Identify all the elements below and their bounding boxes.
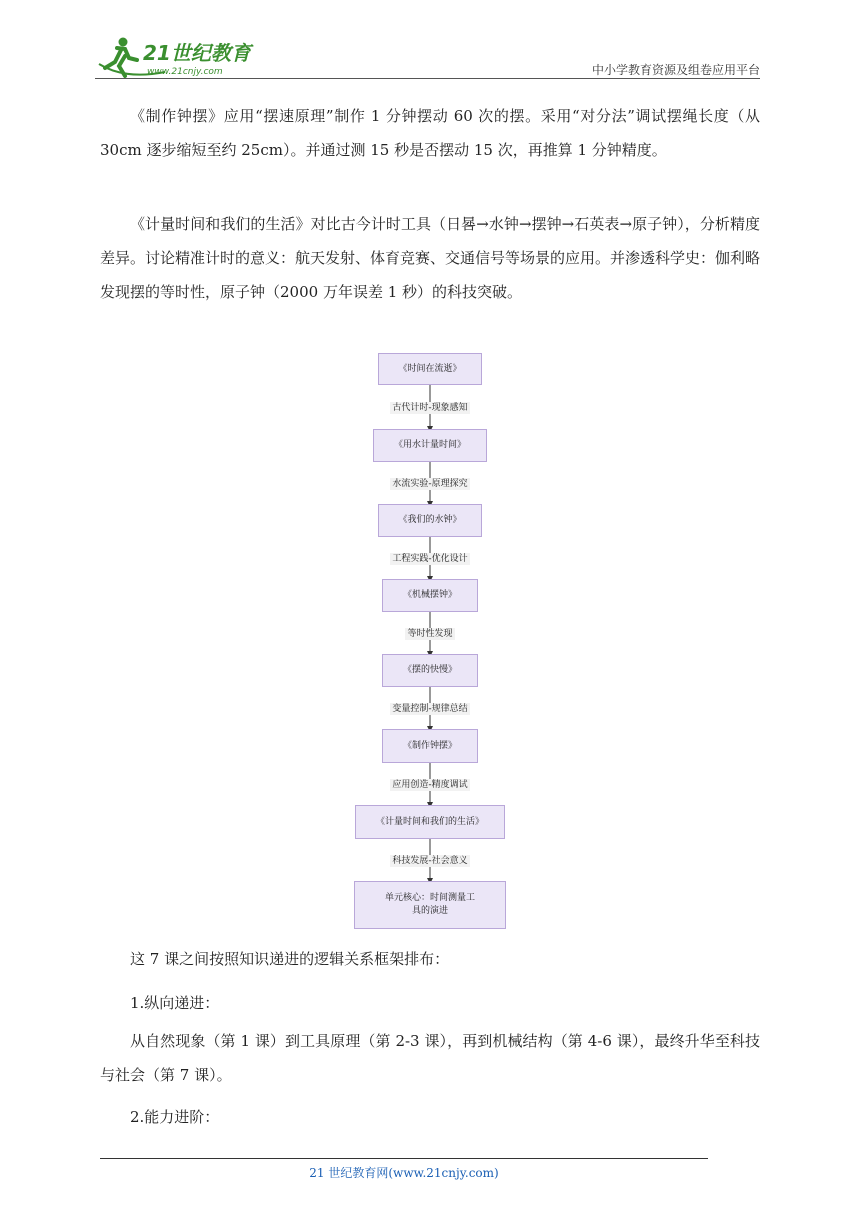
- logo-url: www.21cnjy.com: [147, 67, 223, 77]
- footer-divider: [100, 1158, 708, 1159]
- flow-node-3: 《我们的水钟》: [378, 504, 482, 537]
- flow-edge-4: [340, 628, 520, 640]
- paragraph-ability-heading: 2.能力进阶：: [130, 1108, 220, 1126]
- page-header: [95, 28, 760, 80]
- flow-edge-label: 等时性发现: [407, 629, 453, 639]
- platform-name: 中小学教育资源及组卷应用平台: [591, 63, 760, 77]
- site-logo: [95, 34, 275, 78]
- lesson-flowchart: [340, 345, 520, 935]
- flow-node-5: 《摆的快慢》: [382, 654, 478, 687]
- flow-edge-label: 工程实践-优化设计: [392, 554, 468, 564]
- paragraph-time-and-life: 《计量时间和我们的生活》对比古今计时工具（日晷→水钟→摆钟→石英表→原子钟），分析精度差异。讨论精准计时的意义：航天发射、体育竞赛、交通信号等场景的应用。并渗透科学史：伽利略发现摆的等时性，原子钟（2000 万年误差 1 秒）的科技突破。: [100, 215, 761, 301]
- flow-edge-label: 科技发展-社会意义: [392, 856, 468, 866]
- flow-edge-2: [340, 478, 520, 490]
- paragraph-framework-intro: 这 7 课之间按照知识递进的逻辑关系框架排布：: [130, 950, 450, 968]
- flow-node-6: 《制作钟摆》: [382, 729, 478, 763]
- header-divider: [95, 78, 760, 79]
- flow-node-1: 《时间在流逝》: [378, 353, 482, 385]
- flow-node-2: 《用水计量时间》: [373, 429, 487, 462]
- flow-edge-1: [340, 402, 520, 414]
- paragraph-make-pendulum: 《制作钟摆》应用“摆速原理”制作 1 分钟摆动 60 次的摆。采用“对分法”调试摆绳长度（从 30cm 逐步缩短至约 25cm）。并通过测 15 秒是否摆动 15 次，再推算 1 分钟精度。: [100, 107, 760, 159]
- flow-edge-label: 古代计时-现象感知: [392, 403, 468, 413]
- flow-node-core: 单元核心：时间测量工具的演进: [354, 881, 506, 929]
- flow-node-4: 《机械摆钟》: [382, 579, 478, 612]
- flow-edge-6: [340, 779, 520, 791]
- flow-edge-label: 变量控制-规律总结: [392, 704, 468, 714]
- flow-node-7: 《计量时间和我们的生活》: [355, 805, 505, 839]
- flow-edge-label: 应用创造-精度调试: [392, 780, 468, 790]
- paragraph-vertical-progression-heading: 1.纵向递进：: [130, 994, 220, 1012]
- flow-edge-7: [340, 855, 520, 867]
- paragraph-vertical-progression: 从自然现象（第 1 课）到工具原理（第 2-3 课），再到机械结构（第 4-6 课），最终升华至科技与社会（第 7 课）。: [100, 1032, 760, 1084]
- flow-edge-label: 水流实验-原理探究: [392, 479, 468, 489]
- flow-edge-3: [340, 553, 520, 565]
- logo-wordmark: 21世纪教育: [143, 41, 251, 65]
- flow-edge-5: [340, 703, 520, 715]
- footer-link[interactable]: 21 世纪教育网(www.21cnjy.com): [309, 1166, 499, 1180]
